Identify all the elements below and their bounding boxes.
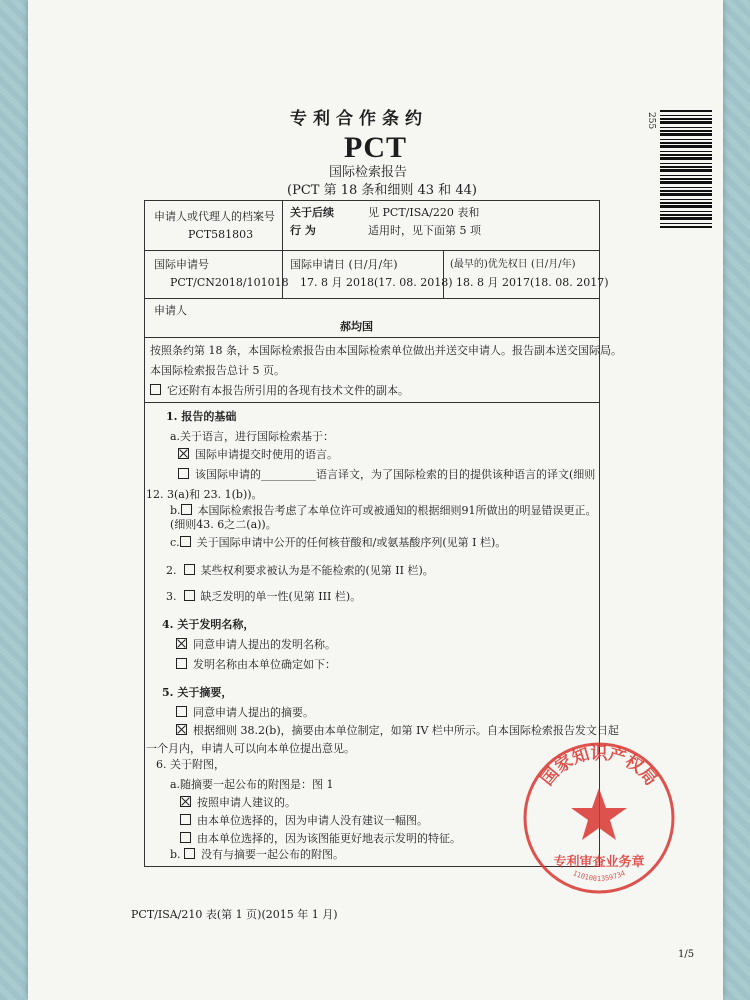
section-1b: b. 本国际检索报告考虑了本单位许可或被通知的根据细则91所做出的明显错误更正。 (170, 504, 597, 517)
filing-date-label: 国际申请日 (日/月/年) (290, 258, 398, 271)
page-count-paragraph: 本国际检索报告总计 5 页。 (150, 364, 285, 377)
app-no-label: 国际申请号 (154, 258, 209, 271)
unsearchable-claims-checkbox[interactable] (184, 564, 195, 575)
title-agree-checkbox[interactable] (176, 638, 187, 649)
section-1a-item2-cont: 12. 3(a)和 23. 1(b))。 (146, 488, 263, 501)
pct-title: PCT (344, 131, 407, 164)
figure-chosen-better-checkbox[interactable] (180, 832, 191, 843)
priority-value: 18. 8 月 2017(18. 08. 2017) (456, 276, 609, 289)
section-6a-item3: 由本单位选择的，因为该图能更好地表示发明的特征。 (180, 832, 461, 846)
further-action-label: 关于后续 (290, 206, 334, 219)
rule-reference: (PCT 第 18 条和细则 43 和 44) (287, 183, 477, 198)
section-6-title: 6. 关于附图， (156, 758, 225, 771)
section-4-item2: 发明名称由本单位确定如下： (176, 658, 336, 672)
copies-checkbox[interactable] (150, 384, 161, 395)
copies-paragraph: 它还附有本报告所引用的各现有技术文件的副本。 (150, 384, 409, 398)
section-6a: a.随摘要一起公布的附图是：图 1 (170, 778, 334, 791)
page-number: 1/5 (678, 949, 695, 960)
filing-date-value: 17. 8 月 2018(17. 08. 2018) (300, 276, 453, 289)
translation-checkbox[interactable] (178, 468, 189, 479)
report-title: 国际检索报告 (329, 165, 408, 180)
section-1b-cont: (细则43. 6之二(a))。 (170, 518, 277, 531)
applicant-value: 郝均国 (340, 320, 373, 333)
title-established-checkbox[interactable] (176, 658, 187, 669)
unity-checkbox[interactable] (184, 590, 195, 601)
barcode (660, 110, 712, 228)
abstract-established-checkbox[interactable] (176, 724, 187, 735)
section-1a-item2: 该国际申请的__________语言译文，为了国际检索的目的提供该种语言的译文(细则 (178, 468, 595, 482)
section-2: 2. 某些权利要求被认为是不能检索的(见第 II 栏)。 (166, 564, 434, 577)
figure-chosen-no-suggestion-checkbox[interactable] (180, 814, 191, 825)
section-6b: b. 没有与摘要一起公布的附图。 (170, 848, 345, 861)
seal-star-icon (571, 788, 627, 840)
section-6a-item1: 按照申请人建议的。 (180, 796, 296, 810)
section-5-title: 5. 关于摘要， (162, 686, 233, 699)
further-action-label2: 行 为 (290, 224, 316, 237)
section-5-item2-cont: 一个月内，申请人可以向本单位提出意见。 (146, 742, 355, 755)
seal-top-text: 国家知识产权局 (537, 743, 661, 790)
section-5-item2: 根据细则 38.2(b)，摘要由本单位制定，如第 IV 栏中所示。自本国际检索报告发文日起 (176, 724, 619, 738)
file-ref-value: PCT581803 (188, 228, 254, 241)
section-1-title: 1. 报告的基础 (166, 410, 237, 423)
treaty-title: 专利合作条约 (290, 109, 428, 129)
section-1c: c. 关于国际申请中公开的任何核苷酸和/或氨基酸序列(见第 I 栏)。 (170, 536, 507, 549)
further-action-value2: 适用时，见下面第 5 项 (368, 224, 481, 237)
form-identifier: PCT/ISA/210 表(第 1 页)(2015 年 1 月) (131, 908, 338, 921)
official-seal (521, 740, 677, 896)
app-no-value: PCT/CN2018/101018 (170, 276, 289, 289)
seal-number: 1101081359734 (571, 869, 627, 883)
no-figure-checkbox[interactable] (184, 848, 195, 859)
document-page (28, 0, 723, 1000)
section-1a: a.关于语言，进行国际检索基于： (170, 430, 335, 443)
transmit-paragraph: 按照条约第 18 条，本国际检索报告由本国际检索单位做出并送交申请人。报告副本送交国际局。 (150, 344, 622, 357)
priority-label: (最早的)优先权日 (日/月/年) (450, 259, 576, 270)
original-language-checkbox[interactable] (178, 448, 189, 459)
section-4-item1: 同意申请人提出的发明名称。 (176, 638, 336, 652)
sequence-checkbox[interactable] (180, 536, 191, 547)
figure-suggested-checkbox[interactable] (180, 796, 191, 807)
abstract-agree-checkbox[interactable] (176, 706, 187, 717)
rectification-checkbox[interactable] (181, 504, 192, 515)
section-5-item1: 同意申请人提出的摘要。 (176, 706, 314, 720)
file-ref-label: 申请人或代理人的档案号 (154, 210, 275, 223)
applicant-label: 申请人 (154, 304, 187, 317)
section-6a-item2: 由本单位选择的，因为申请人没有建议一幅图。 (180, 814, 428, 828)
section-1a-item1: 国际申请提交时使用的语言。 (178, 448, 338, 462)
further-action-value: 见 PCT/ISA/220 表和 (368, 206, 480, 219)
seal-bottom-text: 专利审查业务章 (553, 855, 645, 870)
section-4-title: 4. 关于发明名称， (162, 618, 255, 631)
section-3: 3. 缺乏发明的单一性(见第 III 栏)。 (166, 590, 362, 603)
barcode-number: 255 (646, 112, 656, 130)
